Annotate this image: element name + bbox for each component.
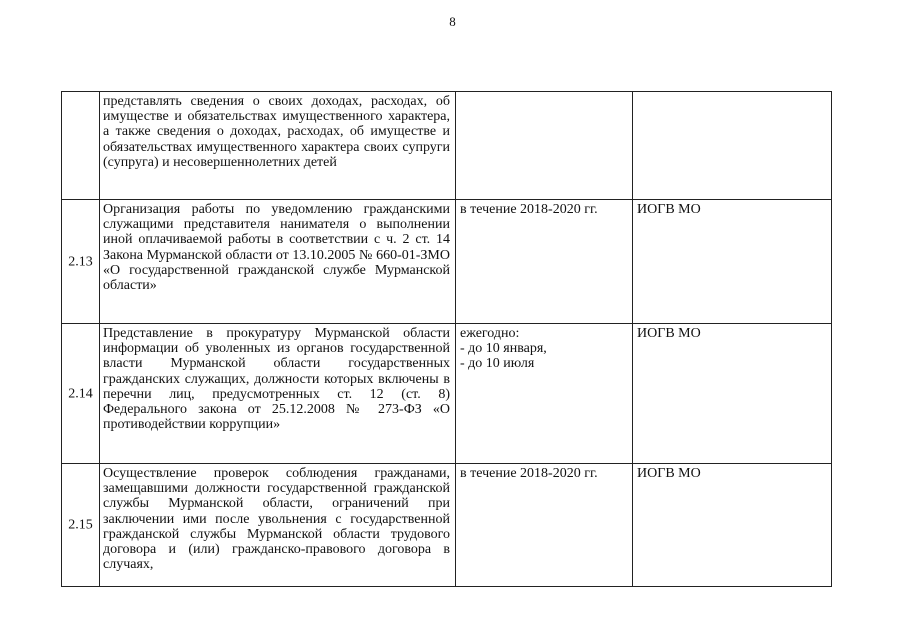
row-number-cell <box>61 463 99 586</box>
term-cell <box>455 199 632 323</box>
responsible-cell: ИОГВ МО <box>632 323 832 463</box>
term-cell <box>455 463 632 586</box>
measure-text: представлять сведения о своих доходах, расходах, об имуществе и обязательствах имущественного характера, а также сведения о доходах, расходах, об имуществе и обязательствах имущественного характера своих супруги (супруга) и несовершеннолетних детей <box>99 91 455 199</box>
term-cell <box>455 91 632 199</box>
measure-text: Организация работы по уведомлению гражданскими служащими представителя нанимателя о выполнении иной оплачиваемой работы в соответствии с ч. 2 ст. 14 Закона Мурманской области от 13.10.2005 № 660-01-ЗМО «О государственной гражданской службе Мурманской области» <box>99 199 455 323</box>
term-cell <box>455 323 632 463</box>
row-number: 2.13 <box>68 253 93 269</box>
term-line: ежегодно: <box>460 326 520 341</box>
row-number: 2.14 <box>68 385 93 401</box>
term-line: в течение 2018-2020 гг. <box>460 466 598 481</box>
row-number-cell <box>61 199 99 323</box>
table-bottom-border <box>61 586 832 587</box>
responsible-cell: ИОГВ МО <box>632 463 832 586</box>
row-number: 2.15 <box>68 517 93 533</box>
row-number-cell <box>61 91 99 199</box>
measure-text: Осуществление проверок соблюдения гражданами, замещавшими должности государственной гражданской службы Мурманской области, ограничений при заключении ими после увольнения с государственной гражданской службы Мурманской области трудового договора и (или) гражданско-правового договора в случаях, <box>99 463 455 586</box>
term-line: - до 10 июля <box>460 356 535 372</box>
responsible-cell <box>632 91 832 199</box>
responsible-cell: ИОГВ МО <box>632 199 832 323</box>
measure-text: Представление в прокуратуру Мурманской области информации об уволенных из органов государственной власти Мурманской области государственных гражданских служащих, должности которых включены в перечни лиц, предусмотренных ст. 12 (ст. 8) Федерального закона от 25.12.2008 № 273-ФЗ «О противодействии коррупции» <box>99 323 455 463</box>
term-line: в течение 2018-2020 гг. <box>460 202 598 217</box>
term-line: - до 10 января, <box>460 341 547 357</box>
page-number: 8 <box>449 14 456 29</box>
row-number-cell <box>61 323 99 463</box>
